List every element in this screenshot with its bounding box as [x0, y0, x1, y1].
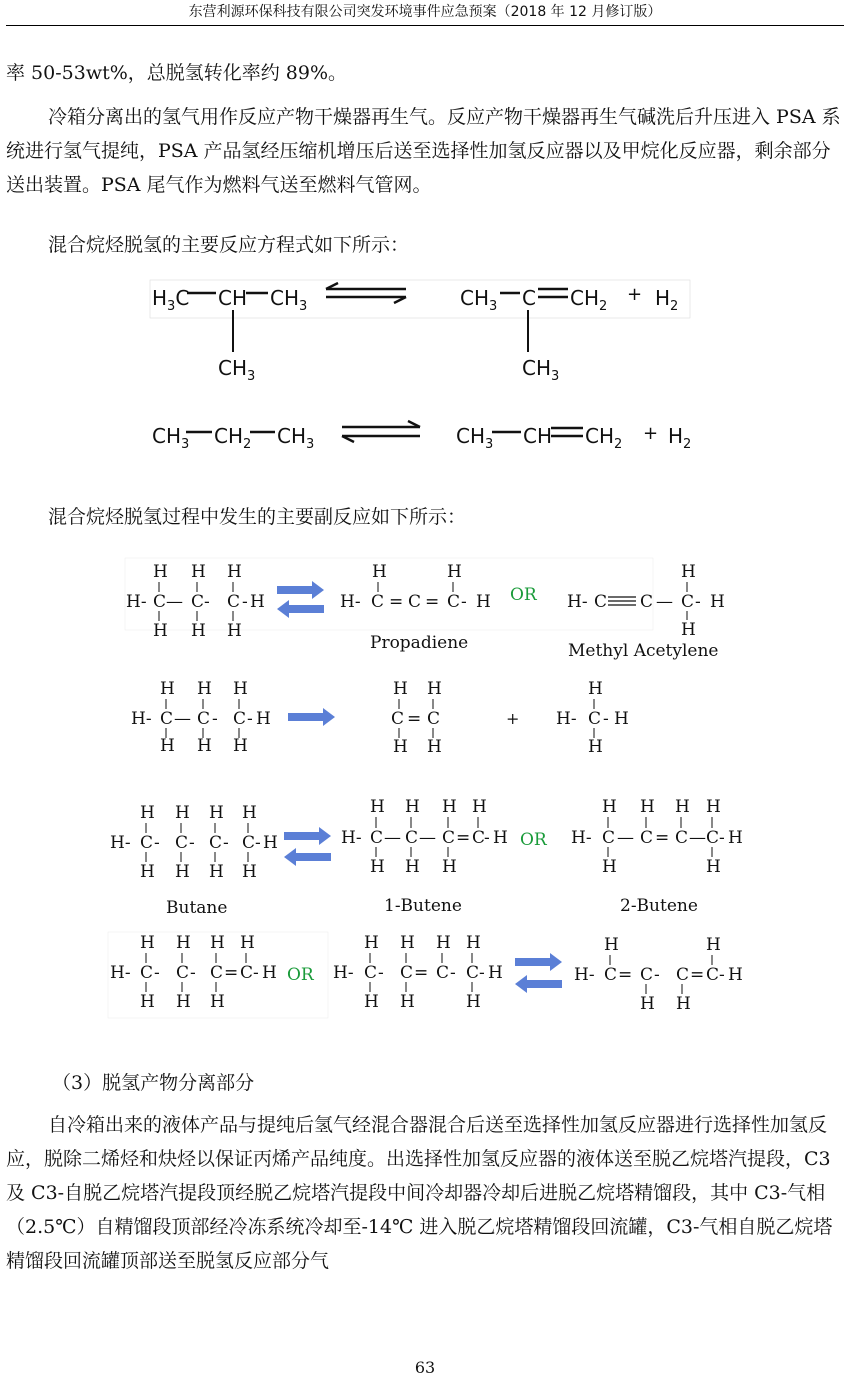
- svg-text:C: C: [240, 963, 254, 983]
- svg-text:=: =: [456, 828, 471, 848]
- svg-text:C: C: [706, 828, 720, 848]
- svg-text:-: -: [242, 592, 248, 612]
- svg-text:=: =: [414, 963, 429, 983]
- svg-text:C: C: [227, 592, 241, 612]
- svg-text:CH: CH: [218, 286, 248, 310]
- svg-text:H: H: [140, 803, 155, 823]
- svg-text:H: H: [427, 737, 442, 757]
- svg-text:H: H: [681, 562, 696, 582]
- label-propadiene: Propadiene: [370, 633, 469, 653]
- svg-text:H: H: [493, 828, 508, 848]
- svg-text:C: C: [594, 592, 608, 612]
- svg-text:H-: H-: [333, 963, 354, 983]
- svg-text:H: H: [262, 963, 277, 983]
- svg-text:H: H: [197, 679, 212, 699]
- svg-text:H: H: [681, 620, 696, 640]
- svg-text:H: H: [400, 992, 415, 1012]
- svg-text:H: H: [466, 992, 481, 1012]
- paragraph-3: 混合烷烃脱氢的主要反应方程式如下所示：: [48, 234, 410, 256]
- label-butane: Butane: [166, 898, 228, 918]
- plus-sign-1: +: [627, 284, 643, 305]
- svg-text:H-: H-: [341, 828, 362, 848]
- svg-text:C: C: [442, 828, 456, 848]
- svg-text:H: H: [640, 797, 655, 817]
- svg-text:H3C: $H_3C$: [152, 286, 190, 314]
- svg-text:—: —: [166, 592, 183, 612]
- svg-text:H: H: [488, 963, 503, 983]
- svg-text:H-: H-: [131, 709, 152, 729]
- svg-text:-: -: [212, 709, 218, 729]
- svg-text:H: H: [364, 992, 379, 1012]
- svg-text:-: -: [719, 965, 725, 985]
- svg-text:C: C: [427, 709, 441, 729]
- svg-text:CH2: $CH_2$: [214, 424, 252, 452]
- svg-text:H: H: [227, 621, 242, 641]
- svg-text:=: =: [655, 828, 670, 848]
- svg-text:=: =: [407, 709, 422, 729]
- svg-text:C: C: [242, 833, 256, 853]
- svg-text:H: H: [160, 679, 175, 699]
- svg-text:C: C: [175, 833, 189, 853]
- svg-text:C: C: [640, 828, 654, 848]
- svg-text:-: -: [484, 828, 490, 848]
- or-label-3: OR: [287, 965, 314, 985]
- svg-text:C: C: [408, 592, 422, 612]
- svg-text:H: H: [242, 862, 257, 882]
- svg-text:C: C: [160, 709, 174, 729]
- svg-text:C: C: [233, 709, 247, 729]
- paragraph-4: 混合烷烃脱氢过程中发生的主要副反应如下所示：: [48, 506, 467, 528]
- svg-text:C: C: [522, 286, 536, 310]
- svg-text:H: H: [233, 736, 248, 756]
- page-header: 东营利源环保科技有限公司突发环境事件应急预案（2018 年 12 月修订版）: [188, 4, 662, 20]
- paragraph-2: 冷箱分离出的氢气用作反应产物干燥器再生气。反应产物干燥器再生气碱洗后升压进入 PSA 系统进行氢气提纯，PSA 产品氢经压缩机增压后送至选择性加氢反应器以及甲烷化反应器，剩余部分送出装置。PSA 尾气作为燃料气送至燃料气管网。: [6, 106, 841, 196]
- svg-text:H: H: [240, 933, 255, 953]
- svg-text:C: C: [209, 833, 223, 853]
- svg-text:H: H: [640, 994, 655, 1014]
- svg-text:H: H: [602, 857, 617, 877]
- svg-text:H: H: [191, 621, 206, 641]
- label-2-butene: 2-Butene: [620, 896, 698, 916]
- svg-text:H: H: [210, 933, 225, 953]
- svg-text:CH2: $CH_2$: [585, 424, 623, 452]
- svg-text:C: C: [400, 963, 414, 983]
- svg-text:H: H: [675, 797, 690, 817]
- svg-text:CH3: $CH_3$: [522, 356, 560, 384]
- svg-text:H: H: [728, 965, 743, 985]
- svg-text:H: H: [442, 857, 457, 877]
- svg-text:-: -: [461, 592, 467, 612]
- side-reaction-row-3: [110, 797, 743, 918]
- svg-text:C: C: [472, 828, 486, 848]
- svg-text:=: =: [618, 965, 633, 985]
- svg-text:CH3: $CH_3$: [460, 286, 498, 314]
- svg-text:C: C: [405, 828, 419, 848]
- svg-text:H: H: [400, 933, 415, 953]
- svg-text:H: H: [250, 592, 265, 612]
- svg-text:H: H: [676, 994, 691, 1014]
- svg-text:CH2: $CH_2$: [570, 286, 608, 314]
- svg-text:—: —: [419, 828, 436, 848]
- svg-text:H: H: [370, 857, 385, 877]
- svg-text:CH: CH: [523, 424, 553, 448]
- svg-text:H: H: [175, 862, 190, 882]
- svg-text:H: H: [263, 833, 278, 853]
- svg-text:C: C: [140, 963, 154, 983]
- svg-text:H: H: [175, 803, 190, 823]
- svg-text:-: -: [654, 965, 660, 985]
- svg-text:-: -: [479, 963, 485, 983]
- svg-text:H: H: [233, 679, 248, 699]
- svg-text:H: H: [191, 562, 206, 582]
- svg-text:-: -: [378, 963, 384, 983]
- svg-text:C: C: [191, 592, 205, 612]
- svg-text:H: H: [466, 933, 481, 953]
- svg-text:C: C: [210, 963, 224, 983]
- svg-text:H: H: [372, 562, 387, 582]
- side-reaction-row-4: [108, 932, 743, 1018]
- svg-text:H: H: [393, 679, 408, 699]
- svg-text:H-: H-: [556, 709, 577, 729]
- svg-text:H: H: [614, 709, 629, 729]
- svg-text:H: H: [706, 935, 721, 955]
- svg-text:H: H: [140, 992, 155, 1012]
- page-number: 63: [414, 1358, 436, 1377]
- svg-text:-: -: [603, 709, 609, 729]
- svg-text:H: H: [209, 803, 224, 823]
- svg-text:—: —: [689, 828, 706, 848]
- svg-text:H: H: [472, 797, 487, 817]
- svg-text:H: H: [405, 797, 420, 817]
- svg-text:CH3: $CH_3$: [218, 356, 256, 384]
- svg-text:=: =: [425, 592, 440, 612]
- svg-text:H: H: [476, 592, 491, 612]
- svg-text:+: +: [643, 423, 659, 444]
- label-methyl-acetylene: Methyl Acetylene: [568, 641, 719, 661]
- svg-text:—: —: [656, 592, 673, 612]
- svg-text:H: H: [706, 797, 721, 817]
- svg-text:—: —: [174, 709, 191, 729]
- svg-text:H: H: [588, 679, 603, 699]
- svg-text:H: H: [393, 737, 408, 757]
- svg-text:H2: $H_2$: [655, 286, 679, 314]
- svg-text:-: -: [223, 833, 229, 853]
- svg-text:H: H: [427, 679, 442, 699]
- svg-text:CH3: $CH_3$: [277, 424, 315, 452]
- or-label-1: OR: [510, 585, 537, 605]
- svg-text:-: -: [695, 592, 701, 612]
- svg-text:C: C: [604, 965, 618, 985]
- svg-text:H: H: [728, 828, 743, 848]
- svg-text:-: -: [450, 963, 456, 983]
- svg-text:=: =: [690, 965, 705, 985]
- or-label-2: OR: [520, 830, 547, 850]
- svg-text:H-: H-: [567, 592, 588, 612]
- svg-text:C: C: [602, 828, 616, 848]
- svg-text:H2: $H_2$: [668, 424, 692, 452]
- svg-text:H: H: [153, 621, 168, 641]
- side-reaction-row-1: [125, 558, 725, 661]
- svg-text:H: H: [197, 736, 212, 756]
- svg-text:H: H: [176, 992, 191, 1012]
- svg-text:C: C: [197, 709, 211, 729]
- svg-text:H-: H-: [574, 965, 595, 985]
- svg-text:H: H: [364, 933, 379, 953]
- svg-text:C: C: [640, 592, 654, 612]
- svg-text:-: -: [189, 833, 195, 853]
- svg-text:-: -: [253, 963, 259, 983]
- svg-text:C: C: [447, 592, 461, 612]
- svg-text:C: C: [364, 963, 378, 983]
- svg-text:C: C: [176, 963, 190, 983]
- svg-text:H: H: [160, 736, 175, 756]
- svg-text:H: H: [140, 862, 155, 882]
- svg-text:-: -: [255, 833, 261, 853]
- paragraph-6: 自冷箱出来的液体产品与提纯后氢气经混合器混合后送至选择性加氢反应器进行选择性加氢反应，脱除二烯烃和炔烃以保证丙烯产品纯度。出选择性加氢反应器的液体送至脱乙烷塔汽提段，C3 及 C3-自脱乙烷塔汽提段顶经脱乙烷塔汽提段中间冷却器冷却后进脱乙烷塔精馏段，其中 C3-气相（2.5℃）自精馏段顶部经冷冻系统冷却至-14℃ 进入脱乙烷塔精馏段回流罐，C3-气相自脱乙烷塔精馏段回流罐顶部送至脱氢反应部分气: [6, 1114, 833, 1272]
- plus-sign-2: +: [506, 709, 520, 728]
- svg-text:CH3: $CH_3$: [270, 286, 308, 314]
- svg-text:H-: H-: [110, 833, 131, 853]
- svg-text:H: H: [604, 935, 619, 955]
- svg-text:H: H: [706, 857, 721, 877]
- paragraph-1: 率 50-53wt%，总脱氢转化率约 89%。: [6, 62, 348, 84]
- svg-text:H: H: [176, 933, 191, 953]
- svg-text:H: H: [710, 592, 725, 612]
- svg-text:-: -: [719, 828, 725, 848]
- svg-text:C: C: [371, 592, 385, 612]
- svg-text:C: C: [370, 828, 384, 848]
- svg-text:-: -: [154, 963, 160, 983]
- svg-text:—: —: [617, 828, 634, 848]
- svg-text:C: C: [140, 833, 154, 853]
- svg-text:-: -: [154, 833, 160, 853]
- svg-text:CH3: $CH_3$: [152, 424, 190, 452]
- svg-text:C: C: [391, 709, 405, 729]
- svg-text:C: C: [681, 592, 695, 612]
- svg-text:H: H: [242, 803, 257, 823]
- svg-text:C: C: [153, 592, 167, 612]
- svg-text:H: H: [405, 857, 420, 877]
- svg-text:-: -: [204, 592, 210, 612]
- svg-text:C: C: [588, 709, 602, 729]
- svg-text:C: C: [676, 965, 690, 985]
- svg-text:H: H: [140, 933, 155, 953]
- svg-text:H: H: [227, 562, 242, 582]
- svg-text:H-: H-: [571, 828, 592, 848]
- svg-text:C: C: [436, 963, 450, 983]
- svg-text:C: C: [706, 965, 720, 985]
- svg-text:H: H: [210, 992, 225, 1012]
- svg-text:CH3: $CH_3$: [456, 424, 494, 452]
- section-heading-3: （3）脱氢产物分离部分: [52, 1072, 255, 1094]
- svg-text:H: H: [436, 933, 451, 953]
- svg-text:=: =: [389, 592, 404, 612]
- svg-text:—: —: [384, 828, 401, 848]
- svg-text:H-: H-: [340, 592, 361, 612]
- svg-text:C: C: [466, 963, 480, 983]
- svg-text:C: C: [640, 965, 654, 985]
- svg-text:H: H: [442, 797, 457, 817]
- svg-text:H: H: [447, 562, 462, 582]
- svg-text:C: C: [675, 828, 689, 848]
- svg-text:H-: H-: [110, 963, 131, 983]
- svg-text:H: H: [153, 562, 168, 582]
- svg-text:-: -: [247, 709, 253, 729]
- label-1-butene: 1-Butene: [384, 896, 462, 916]
- svg-text:H: H: [209, 862, 224, 882]
- svg-text:H: H: [602, 797, 617, 817]
- side-reaction-row-2: [131, 679, 629, 757]
- svg-text:H: H: [588, 737, 603, 757]
- svg-text:H-: H-: [126, 592, 147, 612]
- svg-text:-: -: [190, 963, 196, 983]
- svg-text:=: =: [224, 963, 239, 983]
- svg-text:H: H: [256, 709, 271, 729]
- svg-text:H: H: [370, 797, 385, 817]
